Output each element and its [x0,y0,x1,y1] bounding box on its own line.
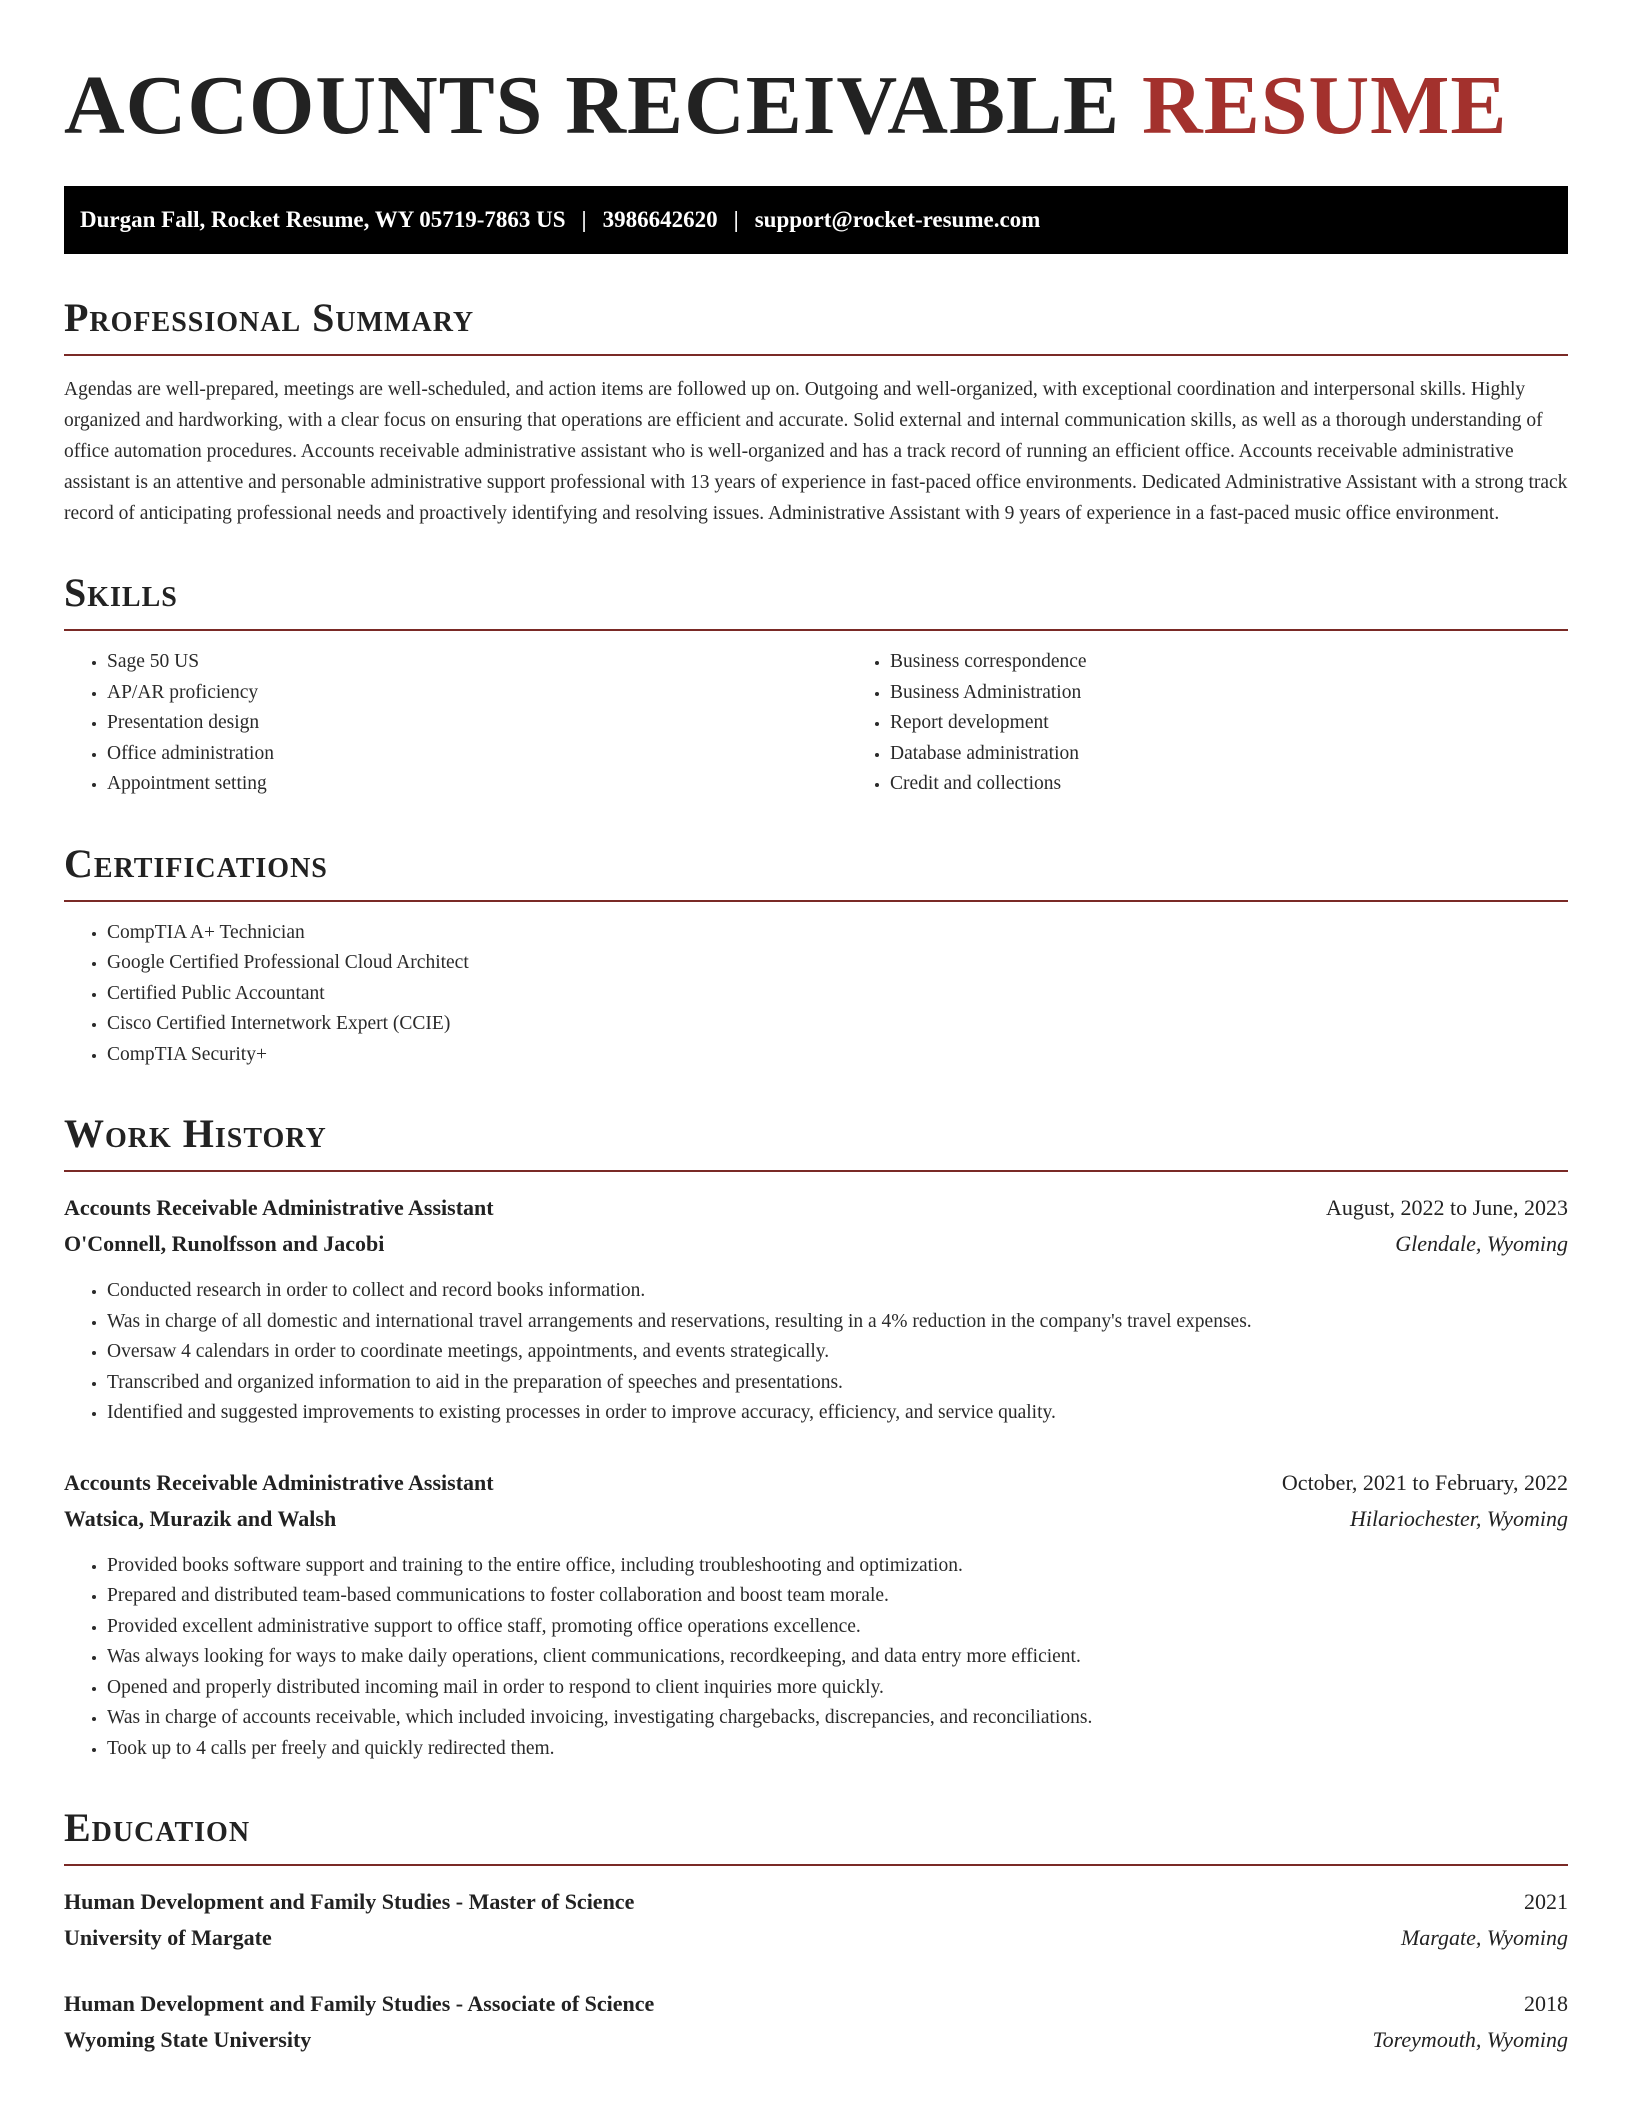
certification-item: • CompTIA A+ Technician [107,918,1568,949]
education-degree-row [64,1884,1568,1920]
certifications-heading: Certifications [64,844,1568,902]
job-location: Glendale, Wyoming [1395,1231,1568,1256]
resume-title [64,54,1568,152]
education-school: University of Margate [64,1925,272,1950]
certification-item: • Cisco Certified Internetwork Expert (CCIE) [107,1009,1568,1040]
skills-grid [64,631,1568,800]
certifications-list [64,918,1568,1071]
skill-item: • AP/AR proficiency [107,678,847,709]
job-duty: • Provided books software support and training to the entire office, including troubleshooting and optimization. [107,1551,1568,1582]
job-duty: • Took up to 4 calls per freely and quickly redirected them. [107,1734,1568,1765]
job-location: Hilariochester, Wyoming [1350,1505,1568,1531]
contact-separator: | [581,207,587,232]
job-entry [64,1465,1568,1765]
job-duties-list [64,1276,1568,1429]
title-main: ACCOUNTS RECEIVABLE [64,59,1121,152]
contact-phone: 3986642620 [602,207,718,232]
job-entry [64,1190,1568,1429]
job-duty: • Was in charge of accounts receivable, which included invoicing, investigating chargebacks, discrepancies, and reconciliations. [107,1703,1568,1734]
certification-item: • Certified Public Accountant [107,979,1568,1010]
job-title: Accounts Receivable Administrative Assistant [64,1195,494,1220]
education-heading: Education [64,1808,1568,1866]
job-duty: • Was in charge of all domestic and international travel arrangements and reservations, resulting in a 4% reduction in the company's travel expenses. [107,1307,1568,1338]
job-duty: • Opened and properly distributed incoming mail in order to respond to client inquiries more quickly. [107,1673,1568,1704]
education-entry [64,1986,1568,2058]
certification-item: • Google Certified Professional Cloud Architect [107,948,1568,979]
summary-text: Agendas are well-prepared, meetings are well-scheduled, and action items are followed up on. Outgoing and well-organized, with exceptional coordination and interpersonal skills. Highly organized and hardworking, with a clear focus on ensuring that operations are efficient and accurate. Solid external and internal communication skills, as well as a thorough understanding of office automation procedures. Accounts receivable administrative assistant who is well-organized and has a track record of running an efficient office. Accounts receivable administrative assistant is an attentive and personable administrative support professional with 13 years of experience in fast-paced office environments. Dedicated Administrative Assistant with a strong track record of anticipating professional needs and proactively identifying and resolving issues. Administrative Assistant with 9 years of experience in a fast-paced music office environment. [64,379,1568,524]
title-accent: RESUME [1142,59,1508,152]
education-school-row [64,2022,1568,2058]
job-dates: October, 2021 to February, 2022 [1281,1469,1568,1495]
job-header-row [64,1190,1568,1226]
education-school: Wyoming State University [64,2027,312,2052]
skill-item: • Business correspondence [890,647,1630,678]
skills-heading: Skills [64,573,1568,631]
skill-item: • Presentation design [107,708,847,739]
education-degree-row [64,1986,1568,2022]
skill-item: • Appointment setting [107,769,847,800]
contact-email: support@rocket-resume.com [754,207,1041,232]
job-duty: • Transcribed and organized information to aid in the preparation of speeches and presentations. [107,1368,1568,1399]
job-company-row [64,1226,1568,1262]
education-year: 2018 [1524,1991,1568,2016]
education-location: Margate, Wyoming [1400,1925,1568,1950]
skill-item: • Report development [890,708,1630,739]
contact-bar [64,186,1568,254]
job-duty: • Was always looking for ways to make daily operations, client communications, recordkeeping, and data entry more efficient. [107,1642,1568,1673]
job-dates: August, 2022 to June, 2023 [1326,1195,1568,1220]
job-duty: • Oversaw 4 calendars in order to coordinate meetings, appointments, and events strategically. [107,1337,1568,1368]
skill-item: • Credit and collections [890,769,1630,800]
job-company: Watsica, Murazik and Walsh [64,1505,337,1531]
summary-heading: Professional Summary [64,298,1568,356]
skills-list-left [64,647,847,800]
job-duty: • Provided excellent administrative support to office staff, promoting office operations excellence. [107,1612,1568,1643]
job-duties-list [64,1551,1568,1765]
skill-item: • Sage 50 US [107,647,847,678]
contact-separator: | [733,207,739,232]
contact-address: Durgan Fall, Rocket Resume, WY 05719-7863 US [80,207,566,232]
job-company-row [64,1501,1568,1537]
work-history-heading: Work History [64,1114,1568,1172]
skills-list-right [847,647,1630,800]
job-title: Accounts Receivable Administrative Assistant [64,1469,494,1495]
education-degree: Human Development and Family Studies - Master of Science [64,1889,635,1914]
skill-item: • Business Administration [890,678,1630,709]
job-duty: • Prepared and distributed team-based communications to foster collaboration and boost team morale. [107,1581,1568,1612]
education-degree: Human Development and Family Studies - Associate of Science [64,1991,655,2016]
education-year: 2021 [1524,1889,1568,1914]
education-entry [64,1884,1568,1956]
job-duty: • Identified and suggested improvements to existing processes in order to improve accuracy, efficiency, and service quality. [107,1398,1568,1429]
job-duty: • Conducted research in order to collect and record books information. [107,1276,1568,1307]
certification-item: • CompTIA Security+ [107,1040,1568,1071]
job-company: O'Connell, Runolfsson and Jacobi [64,1231,385,1256]
education-location: Toreymouth, Wyoming [1372,2027,1568,2052]
skill-item: • Office administration [107,739,847,770]
skill-item: • Database administration [890,739,1630,770]
education-school-row [64,1920,1568,1956]
job-header-row [64,1465,1568,1501]
